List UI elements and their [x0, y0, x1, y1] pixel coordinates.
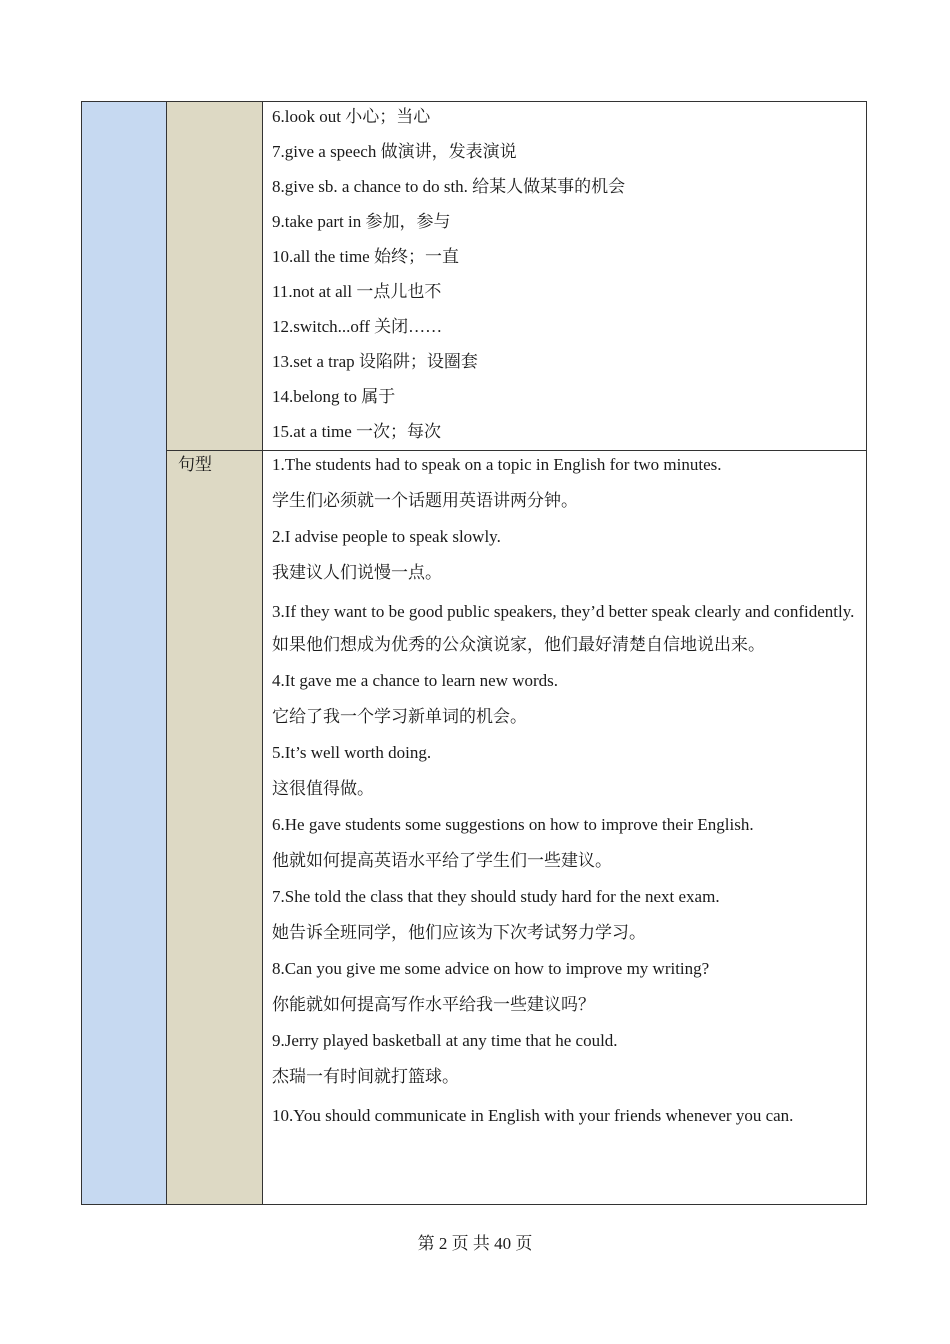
- phrase-line: 8.give sb. a chance to do sth. 给某人做某事的机会: [272, 177, 626, 196]
- sentence-line: 10.You should communicate in English with your friends whenever you can.: [272, 1106, 794, 1125]
- sentence-line: 5.It’s well worth doing.: [272, 743, 432, 762]
- sentence-line: 它给了我一个学习新单词的机会。: [272, 707, 527, 726]
- sentence-line: 如果他们想成为优秀的公众演说家，他们最好清楚自信地说出来。: [272, 635, 765, 654]
- sentence-line: 1.The students had to speak on a topic in English for two minutes.: [272, 455, 722, 474]
- sentence-patterns-label: 句型: [178, 455, 212, 474]
- phrase-line: 9.take part in 参加，参与: [272, 212, 451, 231]
- sentence-line: 3.If they want to be good public speakers, they’d better speak clearly and confidently.: [272, 602, 855, 621]
- phrase-line: 15.at a time 一次；每次: [272, 422, 442, 441]
- phrases-cell: [272, 102, 856, 452]
- sentences-cell: [272, 450, 856, 1134]
- phrase-line: 7.give a speech 做演讲，发表演说: [272, 142, 517, 161]
- sentence-line: 9.Jerry played basketball at any time that he could.: [272, 1031, 618, 1050]
- sentence-line: 7.She told the class that they should study hard for the next exam.: [272, 887, 720, 906]
- page-footer: 第 2 页 共 40 页: [417, 1234, 533, 1253]
- phrase-line: 6.look out 小心；当心: [272, 107, 431, 126]
- sentence-line: 我建议人们说慢一点。: [272, 563, 442, 582]
- section-column: [82, 102, 167, 1204]
- phrase-line: 14.belong to 属于: [272, 387, 396, 406]
- sentence-line: 你能就如何提高写作水平给我一些建议吗？: [272, 995, 595, 1014]
- sentence-line: 6.He gave students some suggestions on how to improve their English.: [272, 815, 754, 834]
- sentence-line: 他就如何提高英语水平给了学生们一些建议。: [272, 851, 612, 870]
- phrase-line: 10.all the time 始终；一直: [272, 247, 459, 266]
- sentence-line: 学生们必须就一个话题用英语讲两分钟。: [272, 491, 578, 510]
- sentence-line: 2.I advise people to speak slowly.: [272, 527, 501, 546]
- category-column: [167, 102, 263, 1204]
- phrase-line: 13.set a trap 设陷阱；设圈套: [272, 352, 478, 371]
- vocabulary-table: [81, 101, 867, 1205]
- sentence-line: 杰瑞一有时间就打篮球。: [272, 1067, 459, 1086]
- sentence-line: 8.Can you give me some advice on how to improve my writing?: [272, 959, 710, 978]
- phrase-line: 12.switch...off 关闭……: [272, 317, 443, 336]
- sentence-line: 4.It gave me a chance to learn new words.: [272, 671, 559, 690]
- sentence-line: 她告诉全班同学，他们应该为下次考试努力学习。: [272, 923, 646, 942]
- sentence-line: 这很值得做。: [272, 779, 374, 798]
- phrase-line: 11.not at all 一点儿也不: [272, 282, 442, 301]
